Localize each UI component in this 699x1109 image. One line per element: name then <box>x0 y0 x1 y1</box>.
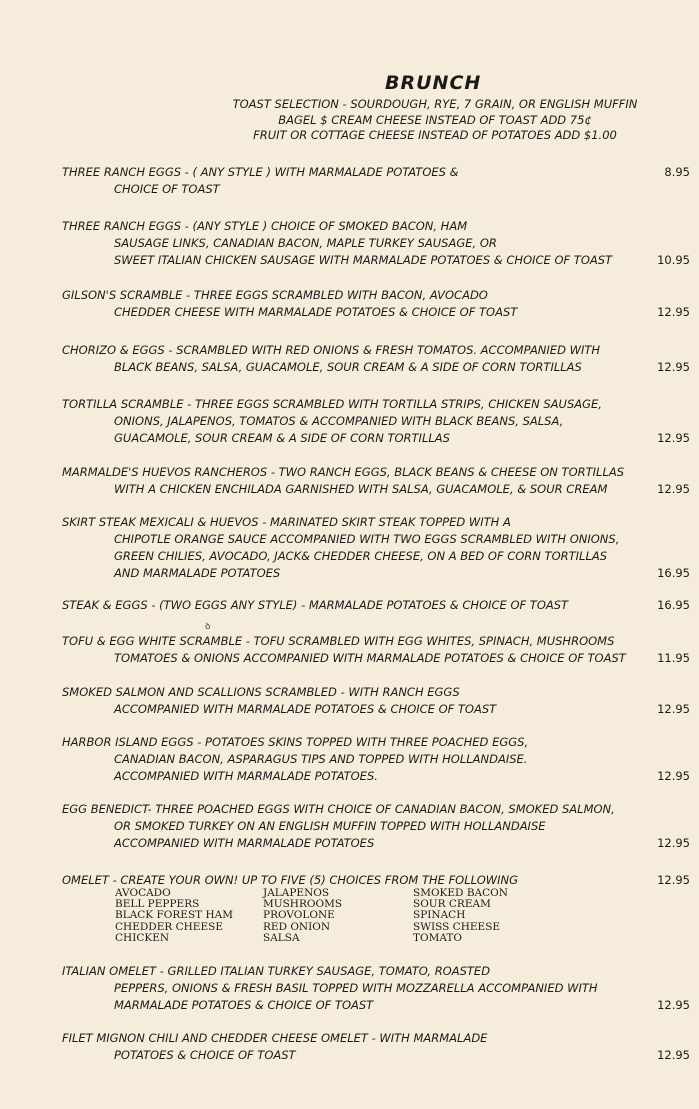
choice-item: SOUR CREAM <box>413 898 491 911</box>
menu-item <box>62 633 692 667</box>
item-description: POTATOES & CHOICE OF TOAST <box>114 1048 296 1062</box>
choices-column <box>263 888 413 944</box>
item-description: CHOICE OF TOAST <box>114 182 220 196</box>
item-price: 12.95 <box>657 998 690 1012</box>
item-description: AND MARMALADE POTATOES <box>114 566 281 580</box>
menu-item <box>62 218 692 269</box>
item-description: WITH A CHICKEN ENCHILADA GARNISHED WITH SALSA, GUACAMOLE, & SOUR CREAM <box>114 482 608 496</box>
item-title: TOFU & EGG WHITE SCRAMBLE - TOFU SCRAMBLED WITH EGG WHITES, SPINACH, MUSHROOMS <box>62 634 615 648</box>
choice-item: SMOKED BACON <box>413 887 508 899</box>
choice-item: SALSA <box>263 931 300 944</box>
item-price: 11.95 <box>657 651 690 665</box>
item-description: GUACAMOLE, SOUR CREAM & A SIDE OF CORN TORTILLAS <box>114 431 450 445</box>
item-title: THREE RANCH EGGS - ( ANY STYLE ) WITH MARMALADE POTATOES & <box>62 165 459 179</box>
omelet-choices <box>115 888 563 944</box>
choice-item: AVOCADO <box>115 887 171 899</box>
item-description: MARMALADE POTATOES & CHOICE OF TOAST <box>114 998 374 1012</box>
item-title: GILSON'S SCRAMBLE - THREE EGGS SCRAMBLED WITH BACON, AVOCADO <box>62 288 488 302</box>
page-title: BRUNCH <box>385 72 482 94</box>
menu-item <box>62 164 692 198</box>
item-description: CANADIAN BACON, ASPARAGUS TIPS AND TOPPED WITH HOLLANDAISE. <box>114 752 528 766</box>
choices-column <box>115 888 263 944</box>
item-title: STEAK & EGGS - (TWO EGGS ANY STYLE) - MARMALADE POTATOES & CHOICE OF TOAST <box>62 598 569 612</box>
item-description: CHEDDER CHEESE WITH MARMALADE POTATOES & CHOICE OF TOAST <box>114 305 518 319</box>
item-price: 12.95 <box>657 305 690 319</box>
item-description: ACCOMPANIED WITH MARMALADE POTATOES <box>114 836 375 850</box>
item-title: CHORIZO & EGGS - SCRAMBLED WITH RED ONIONS & FRESH TOMATOS. ACCOMPANIED WITH <box>62 343 601 357</box>
item-title: TORTILLA SCRAMBLE - THREE EGGS SCRAMBLED WITH TORTILLA STRIPS, CHICKEN SAUSAGE, <box>62 397 602 411</box>
choice-item: BELL PEPPERS <box>115 898 200 911</box>
item-title: MARMALDE'S HUEVOS RANCHEROS - TWO RANCH EGGS, BLACK BEANS & CHEESE ON TORTILLAS <box>62 465 625 479</box>
choice-item: TOMATO <box>413 931 462 944</box>
menu-item <box>62 1030 692 1064</box>
menu-item <box>62 801 692 852</box>
choice-item: RED ONION <box>263 920 331 933</box>
menu-item <box>62 464 692 498</box>
item-price: 10.95 <box>657 253 690 267</box>
item-title: THREE RANCH EGGS - (ANY STYLE ) CHOICE OF SMOKED BACON, HAM <box>62 219 468 233</box>
intro-line: TOAST SELECTION - SOURDOUGH, RYE, 7 GRAIN, OR ENGLISH MUFFIN <box>232 97 638 111</box>
item-price: 16.95 <box>657 566 690 580</box>
menu-item <box>62 342 692 376</box>
item-price: 12.95 <box>657 482 690 496</box>
item-description: ONIONS, JALAPENOS, TOMATOS & ACCOMPANIED WITH BLACK BEANS, SALSA, <box>114 414 564 428</box>
item-title: SMOKED SALMON AND SCALLIONS SCRAMBLED - WITH RANCH EGGS <box>62 685 460 699</box>
choice-item: BLACK FOREST HAM <box>115 909 233 922</box>
item-description: ACCOMPANIED WITH MARMALADE POTATOES & CHOICE OF TOAST <box>114 702 497 716</box>
choice-item: SWISS CHEESE <box>413 920 501 933</box>
choices-column <box>413 888 563 944</box>
item-price: 12.95 <box>657 431 690 445</box>
menu-item <box>62 396 692 447</box>
menu-item <box>62 684 692 718</box>
item-description: GREEN CHILIES, AVOCADO, JACK& CHEDDER CHEESE, ON A BED OF CORN TORTILLAS <box>114 549 608 563</box>
item-price: 12.95 <box>657 873 690 887</box>
item-title: FILET MIGNON CHILI AND CHEDDER CHEESE OMELET - WITH MARMALADE <box>62 1031 488 1045</box>
item-price: 12.95 <box>657 836 690 850</box>
menu-item <box>62 734 692 785</box>
item-price: 8.95 <box>664 165 690 179</box>
item-price: 12.95 <box>657 360 690 374</box>
choice-item: PROVOLONE <box>263 909 335 922</box>
item-description: BLACK BEANS, SALSA, GUACAMOLE, SOUR CREAM & A SIDE OF CORN TORTILLAS <box>114 360 582 374</box>
item-description: SAUSAGE LINKS, CANADIAN BACON, MAPLE TURKEY SAUSAGE, OR <box>114 236 497 250</box>
choice-item: MUSHROOMS <box>263 898 343 911</box>
intro-line: FRUIT OR COTTAGE CHEESE INSTEAD OF POTATOES ADD $1.00 <box>253 128 617 142</box>
item-price: 12.95 <box>657 1048 690 1062</box>
item-title: HARBOR ISLAND EGGS - POTATOES SKINS TOPPED WITH THREE POACHED EGGS, <box>62 735 529 749</box>
choice-item: CHICKEN <box>115 931 170 944</box>
item-title: ITALIAN OMELET - GRILLED ITALIAN TURKEY SAUSAGE, TOMATO, ROASTED <box>62 964 491 978</box>
stray-mark: ꝺ <box>205 622 211 632</box>
item-price: 16.95 <box>657 598 690 612</box>
menu-item <box>62 597 692 614</box>
item-price: 12.95 <box>657 702 690 716</box>
item-price: 12.95 <box>657 769 690 783</box>
choice-item: JALAPENOS <box>263 887 330 899</box>
item-description: SWEET ITALIAN CHICKEN SAUSAGE WITH MARMALADE POTATOES & CHOICE OF TOAST <box>114 253 613 267</box>
item-description: OR SMOKED TURKEY ON AN ENGLISH MUFFIN TOPPED WITH HOLLANDAISE <box>114 819 546 833</box>
item-title: OMELET - CREATE YOUR OWN! UP TO FIVE (5) CHOICES FROM THE FOLLOWING <box>62 873 519 887</box>
item-title: EGG BENEDICT- THREE POACHED EGGS WITH CHOICE OF CANADIAN BACON, SMOKED SALMON, <box>62 802 615 816</box>
menu-item <box>62 963 692 1014</box>
menu-item <box>62 287 692 321</box>
toast-selection-note <box>200 97 670 144</box>
item-description: TOMATOES & ONIONS ACCOMPANIED WITH MARMALADE POTATOES & CHOICE OF TOAST <box>114 651 626 665</box>
intro-line: BAGEL $ CREAM CHEESE INSTEAD OF TOAST ADD 75¢ <box>278 112 592 127</box>
item-title: SKIRT STEAK MEXICALI & HUEVOS - MARINATED SKIRT STEAK TOPPED WITH A <box>62 515 511 529</box>
item-description: PEPPERS, ONIONS & FRESH BASIL TOPPED WITH MOZZARELLA ACCOMPANIED WITH <box>114 981 598 995</box>
item-description: CHIPOTLE ORANGE SAUCE ACCOMPANIED WITH TWO EGGS SCRAMBLED WITH ONIONS, <box>114 532 620 546</box>
choice-item: CHEDDER CHEESE <box>115 920 223 933</box>
item-description: ACCOMPANIED WITH MARMALADE POTATOES. <box>114 769 378 783</box>
menu-item <box>62 514 692 582</box>
choice-item: SPINACH <box>413 909 466 922</box>
